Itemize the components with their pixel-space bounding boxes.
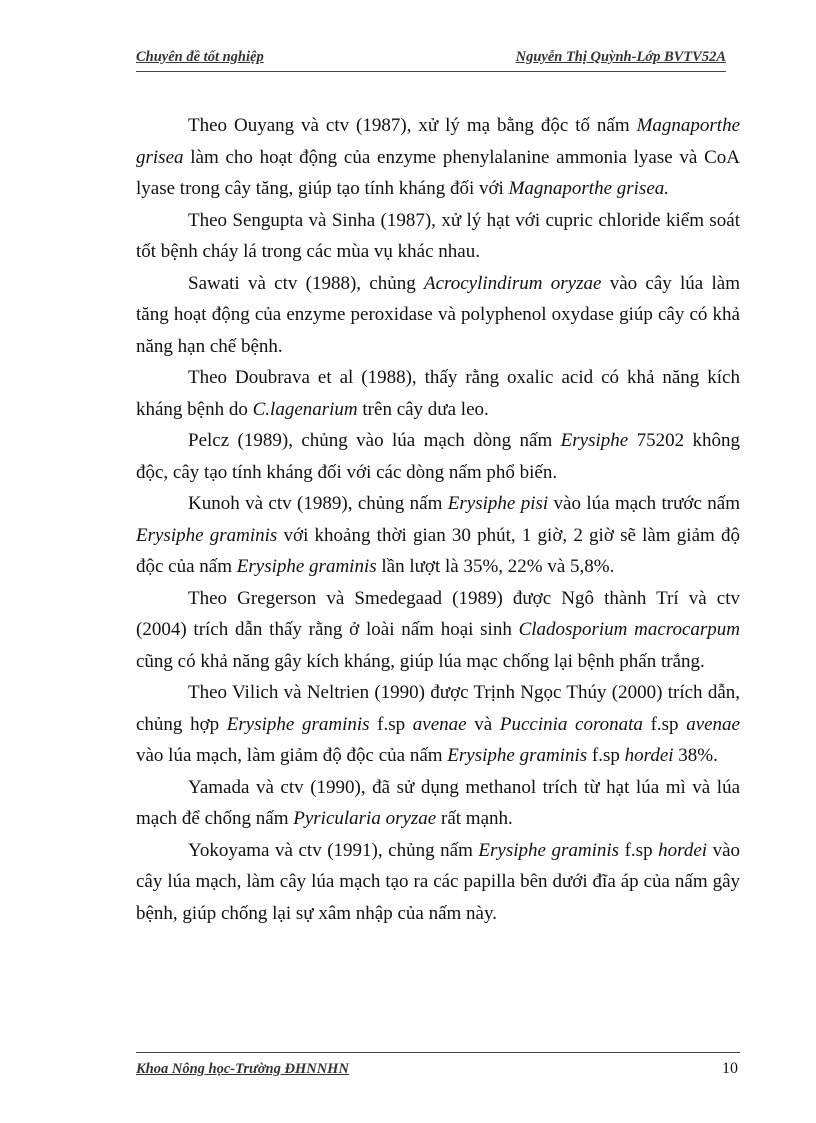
species-name: hordei <box>624 745 674 766</box>
text-run: Theo Vilich và Neltrien (1990) được Trịnh Ngọc Thúy (2000) trích dẫn, chủng hợp <box>136 682 740 735</box>
paragraph <box>136 268 740 363</box>
species-name: avenae <box>686 713 740 735</box>
text-run: Theo Gregerson và Smedegaad (1989) được Ngô thành Trí và ctv (2004) trích dẫn thấy rằng ở loài nấm hoại sinh <box>136 587 740 640</box>
species-name: Erysiphe graminis <box>236 556 377 577</box>
text-run: 75202 không độc, cây tạo tính kháng đối với các dòng nấm phổ biến. <box>136 430 741 483</box>
species-name: Cladosporium macrocarpum <box>518 619 740 640</box>
text-run: trên cây dưa leo. <box>357 398 489 420</box>
text-run: f.sp <box>619 839 659 861</box>
footer-faculty: Khoa Nông học-Trường ĐHNNHN <box>136 1061 349 1077</box>
species-name: Magnaporthe grisea <box>136 115 740 168</box>
paragraph <box>136 425 740 488</box>
text-run: rất mạnh. <box>436 808 513 829</box>
species-name: Erysiphe graminis <box>136 524 278 546</box>
text-run: Theo Doubrava et al (1988), thấy rằng oxalic acid có khả năng kích kháng bệnh do <box>136 367 740 420</box>
header-author-class: Nguyễn Thị Quỳnh-Lớp BVTV52A <box>515 49 726 65</box>
text-run: 38%. <box>673 745 718 766</box>
header-course-title: Chuyên đề tốt nghiệp <box>136 49 264 65</box>
text-run: Yamada và ctv (1990), đã sử dụng methanol trích từ hạt lúa mì và lúa mạch để chống nấm <box>136 776 740 829</box>
paragraph <box>136 362 740 425</box>
text-run: vào lúa mạch trước nấm <box>548 493 740 514</box>
text-run: và <box>466 713 500 735</box>
species-name: Erysiphe pisi <box>447 493 549 514</box>
species-name: Erysiphe <box>560 430 629 451</box>
text-run: với khoảng thời gian 30 phút, 1 giờ, 2 giờ sẽ làm giảm độ độc của nấm <box>136 524 740 577</box>
text-run: f.sp <box>369 713 413 735</box>
paragraph <box>136 583 740 678</box>
text-run: Theo Ouyang và ctv (1987), xử lý mạ bằng độc tố nấm <box>188 115 637 136</box>
species-name: Erysiphe graminis <box>226 713 370 735</box>
page-header <box>136 48 726 72</box>
text-run: lần lượt là 35%, 22% và 5,8%. <box>376 556 615 577</box>
page-footer <box>136 1052 740 1076</box>
text-run: Pelcz (1989), chủng vào lúa mạch dòng nấm <box>188 430 561 451</box>
paragraph <box>136 205 740 268</box>
paragraph <box>136 488 740 583</box>
document-body <box>136 110 740 929</box>
page-number: 10 <box>722 1060 738 1077</box>
paragraph <box>136 772 740 835</box>
text-run: Kunoh và ctv (1989), chủng nấm <box>188 493 448 514</box>
text-run: Theo Sengupta và Sinha (1987), xử lý hạt với cupric chloride kiểm soát tốt bệnh cháy lá trong các mùa vụ khác nhau. <box>136 209 740 262</box>
species-name: avenae <box>412 713 467 735</box>
species-name: Puccinia coronata <box>499 713 643 735</box>
text-run: vào cây lúa mạch, làm cây lúa mạch tạo ra các papilla bên dưới đĩa áp của nấm gây bệnh, giúp chống lại sự xâm nhập của nấm này. <box>136 839 741 924</box>
species-name: Acrocylindirum oryzae <box>423 272 602 294</box>
text-run: cũng có khả năng gây kích kháng, giúp lúa mạc chống lại bệnh phấn trắng. <box>136 650 705 672</box>
species-name: C.lagenarium <box>252 398 358 420</box>
species-name: Pyricularia oryzae <box>293 808 437 829</box>
text-run: làm cho hoạt động của enzyme phenylalanine ammonia lyase và CoA lyase trong cây tăng, giúp tạo tính kháng đối với <box>136 146 740 199</box>
paragraph <box>136 110 740 205</box>
text-run: f.sp <box>587 745 625 766</box>
text-run: vào cây lúa làm tăng hoạt động của enzyme peroxidase và polyphenol oxydase giúp cây có khả năng hạn chế bệnh. <box>136 272 740 357</box>
text-run: f.sp <box>642 713 687 735</box>
species-name: Erysiphe graminis <box>447 745 588 766</box>
text-run: Yokoyama và ctv (1991), chủng nấm <box>188 839 479 861</box>
text-run: vào lúa mạch, làm giảm độ độc của nấm <box>136 745 448 766</box>
species-name: Magnaporthe grisea. <box>508 178 669 199</box>
species-name: Erysiphe graminis <box>478 839 620 861</box>
paragraph <box>136 677 740 772</box>
paragraph <box>136 835 740 930</box>
text-run: Sawati và ctv (1988), chủng <box>188 272 424 294</box>
species-name: hordei <box>658 839 708 861</box>
